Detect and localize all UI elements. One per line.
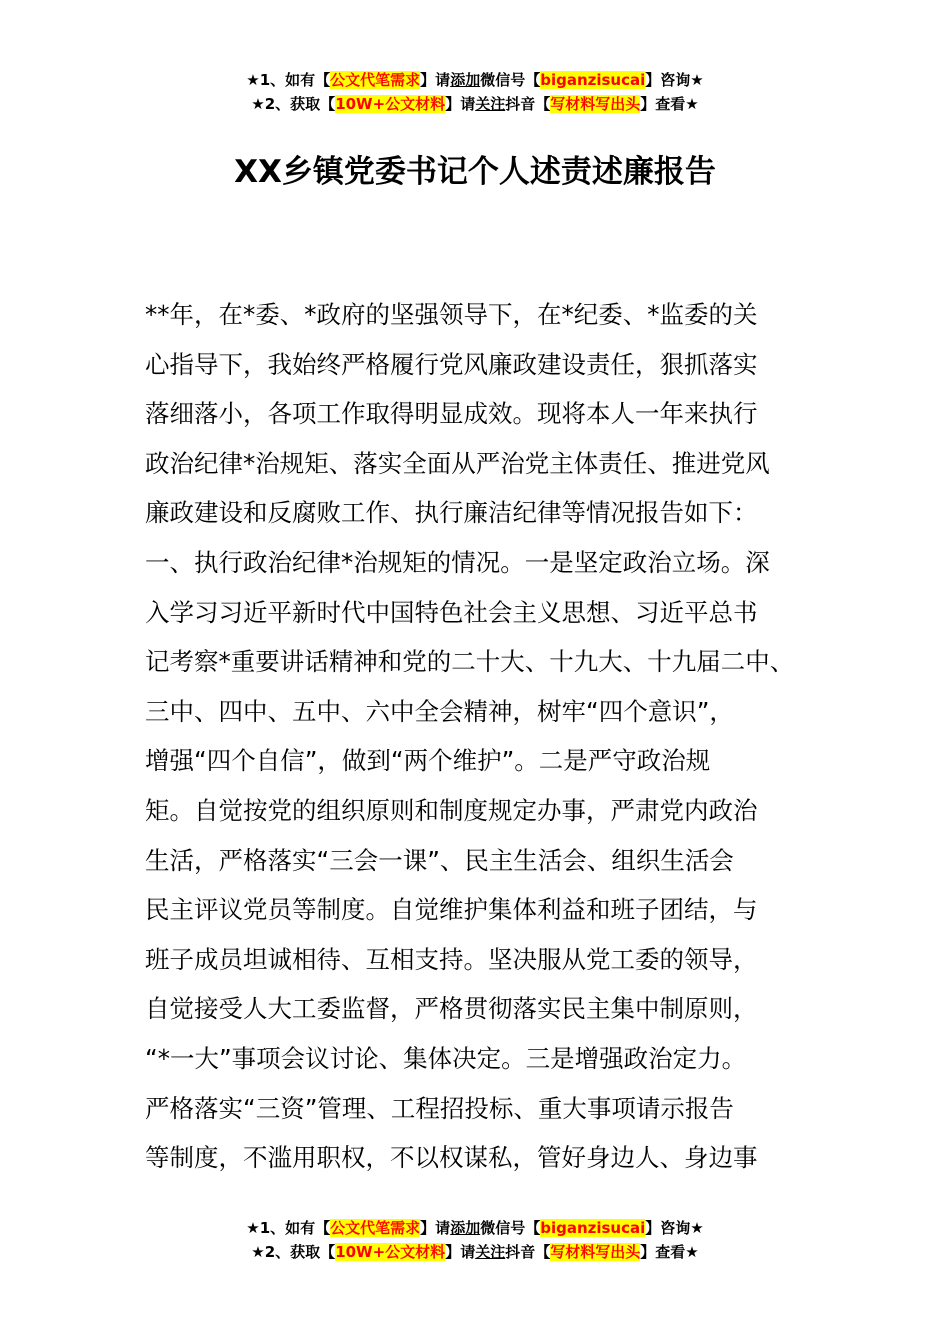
body-line: 廉政建设和反腐败工作、执行廉洁纪律等情况报告如下： [145, 498, 758, 528]
header-line-1 [0, 68, 950, 92]
header-line-2-text-a: ★2、获取【 [251, 95, 336, 113]
header-banner [0, 68, 950, 116]
body-line: 班子成员坦诚相待、互相支持。坚决服从党工委的领导， [145, 944, 758, 974]
header-underline-add: 添加 [450, 71, 481, 89]
footer-underline-follow: 关注 [475, 1243, 506, 1261]
footer-line-1-text-d: 】咨询★ [645, 1219, 704, 1237]
footer-highlight-materials: 10W+公文材料 [335, 1243, 446, 1261]
footer-highlight-douyin-account: 写材料写出头 [550, 1243, 641, 1261]
body-line: 自觉接受人大工委监督，严格贯彻落实民主集中制原则， [145, 994, 758, 1024]
body-line: 等制度，不滥用职权，不以权谋私，管好身边人、身边事 [145, 1143, 758, 1173]
footer-highlight-writing-service: 公文代笔需求 [330, 1219, 421, 1237]
header-line-1-text-a: ★1、如有【 [246, 71, 331, 89]
header-line-2 [0, 92, 950, 116]
body-line: **年，在*委、*政府的坚强领导下，在*纪委、*监委的关 [145, 300, 758, 329]
header-line-2-text-d: 】查看★ [640, 95, 699, 113]
header-line-1-text-c: 微信号【 [480, 71, 541, 89]
footer-line-2-text-b: 】请 [445, 1243, 476, 1261]
header-highlight-wechat-id: biganzisucai [540, 71, 646, 89]
body-line: 矩。自觉按党的组织原则和制度规定办事，严肃党内政治 [145, 795, 758, 825]
footer-line-2-text-d: 】查看★ [640, 1243, 699, 1261]
body-line: 入学习习近平新时代中国特色社会主义思想、习近平总书 [145, 597, 758, 627]
header-line-1-text-d: 】咨询★ [645, 71, 704, 89]
body-line: “*一大”事项会议讨论、集体决定。三是增强政治定力。 [145, 1043, 747, 1073]
document-title: XX乡镇党委书记个人述责述廉报告 [234, 154, 716, 190]
document-body [145, 290, 810, 1183]
footer-line-1-text-b: 】请 [420, 1219, 451, 1237]
footer-highlight-wechat-id: biganzisucai [540, 1219, 646, 1237]
body-line: 政治纪律*治规矩、落实全面从严治党主体责任、推进党风 [145, 448, 770, 478]
body-line: 心指导下，我始终严格履行党风廉政建设责任，狠抓落实 [145, 349, 758, 379]
footer-line-2 [0, 1240, 950, 1264]
footer-underline-add: 添加 [450, 1219, 481, 1237]
body-line: 三中、四中、五中、六中全会精神，树牢“四个意识”， [145, 696, 734, 726]
header-line-1-text-b: 】请 [420, 71, 451, 89]
body-line: 生活，严格落实“三会一课”、民主生活会、组织生活会 [145, 845, 734, 875]
header-highlight-writing-service: 公文代笔需求 [330, 71, 421, 89]
footer-line-1 [0, 1216, 950, 1240]
footer-line-1-text-a: ★1、如有【 [246, 1219, 331, 1237]
body-line: 严格落实“三资”管理、工程招投标、重大事项请示报告 [145, 1093, 734, 1123]
body-line: 落细落小，各项工作取得明显成效。现将本人一年来执行 [145, 399, 758, 429]
header-underline-follow: 关注 [475, 95, 506, 113]
header-line-2-text-c: 抖音【 [505, 95, 551, 113]
header-line-2-text-b: 】请 [445, 95, 476, 113]
header-highlight-materials: 10W+公文材料 [335, 95, 446, 113]
footer-line-1-text-c: 微信号【 [480, 1219, 541, 1237]
body-line: 民主评议党员等制度。自觉维护集体利益和班子团结，与 [145, 895, 758, 925]
footer-line-2-text-c: 抖音【 [505, 1243, 551, 1261]
footer-line-2-text-a: ★2、获取【 [251, 1243, 336, 1261]
header-highlight-douyin-account: 写材料写出头 [550, 95, 641, 113]
body-line: 一、执行政治纪律*治规矩的情况。一是坚定政治立场。深 [145, 547, 770, 577]
body-line: 记考察*重要讲话精神和党的二十大、十九大、十九届二中、 [145, 647, 795, 677]
body-line: 增强“四个自信”，做到“两个维护”。二是严守政治规 [145, 746, 711, 776]
footer-banner [0, 1216, 950, 1264]
